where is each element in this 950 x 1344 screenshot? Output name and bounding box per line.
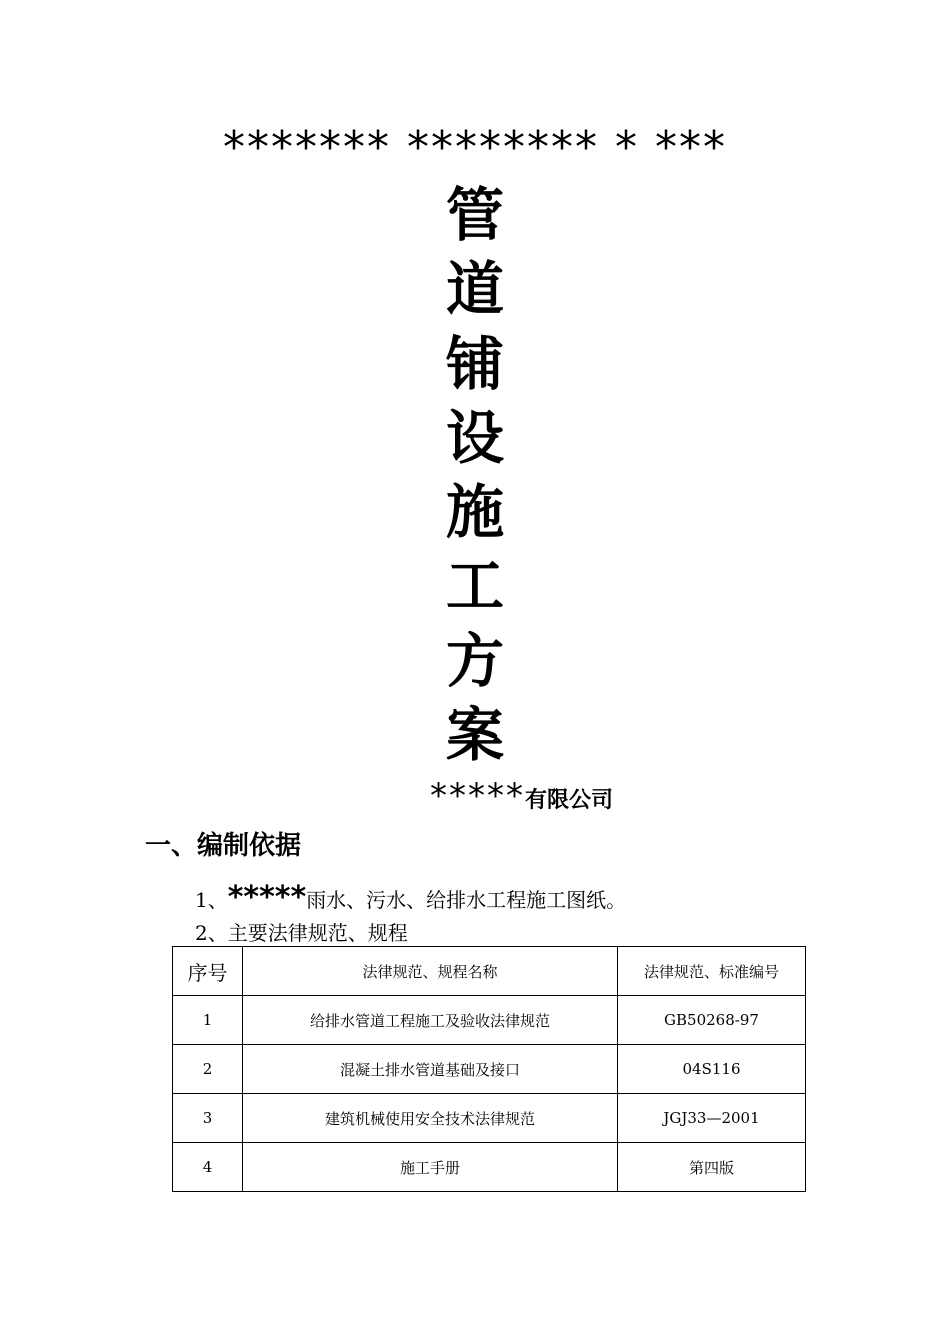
- table-row: [173, 996, 806, 1045]
- basis-item-1: [195, 880, 626, 918]
- row-name: 给排水管道工程施工及验收法律规范: [243, 996, 618, 1045]
- header-stars: ******* ******** * ***: [223, 122, 727, 173]
- row-name: 建筑机械使用安全技术法律规范: [243, 1094, 618, 1143]
- row-code: 第四版: [618, 1143, 806, 1192]
- item-1-text: 雨水、污水、给排水工程施工图纸。: [306, 888, 627, 912]
- company-line: [430, 776, 613, 822]
- row-no: 1: [173, 996, 243, 1045]
- regulations-table: [172, 946, 806, 1192]
- table-row: [173, 1094, 806, 1143]
- title-char: 工: [445, 552, 504, 621]
- header-cell-name: 法律规范、规程名称: [243, 947, 618, 996]
- row-no: 2: [173, 1045, 243, 1094]
- header-cell-code: 法律规范、标准编号: [618, 947, 806, 996]
- row-code: JGJ33—2001: [618, 1094, 806, 1143]
- document-title: [425, 178, 525, 772]
- title-char: 铺: [445, 329, 504, 398]
- title-char: 道: [445, 255, 504, 324]
- header-cell-no: 序号: [173, 947, 243, 996]
- company-name: 有限公司: [525, 788, 614, 813]
- basis-item-2: 2、主要法律规范、规程: [195, 921, 408, 945]
- row-code: GB50268-97: [618, 996, 806, 1045]
- section-heading: 一、编制依据: [145, 831, 302, 861]
- row-name: 施工手册: [243, 1143, 618, 1192]
- title-char: 设: [445, 403, 504, 472]
- table-row: [173, 1045, 806, 1094]
- table-row: [173, 1143, 806, 1192]
- row-code: 04S116: [618, 1045, 806, 1094]
- title-char: 案: [445, 701, 504, 770]
- row-name: 混凝土排水管道基础及接口: [243, 1045, 618, 1094]
- company-stars: *****: [430, 776, 525, 816]
- item-1-stars: *****: [227, 880, 307, 915]
- title-char: 施: [445, 478, 504, 547]
- item-1-prefix: 1、: [195, 888, 228, 912]
- row-no: 3: [173, 1094, 243, 1143]
- table-header-row: [173, 947, 806, 996]
- row-no: 4: [173, 1143, 243, 1192]
- title-char: 管: [445, 181, 504, 249]
- title-char: 方: [445, 626, 504, 695]
